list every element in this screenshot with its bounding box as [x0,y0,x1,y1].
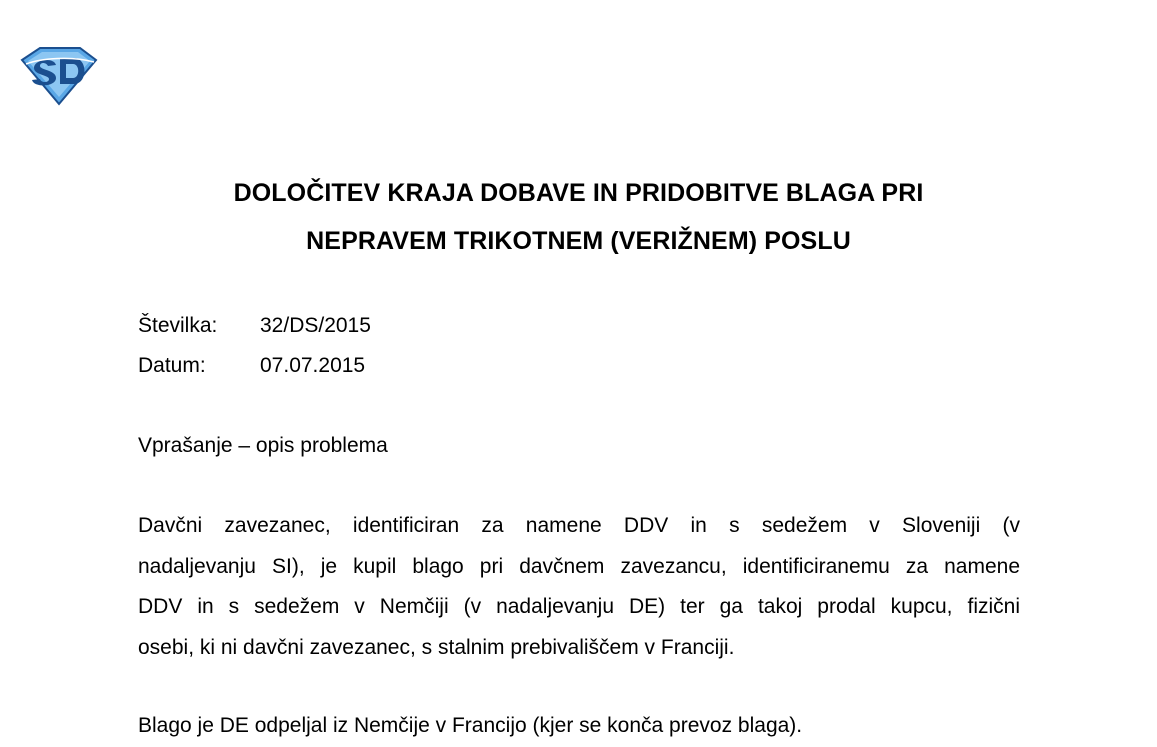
paragraph-1 [138,506,1020,668]
page-title-line-1: DOLOČITEV KRAJA DOBAVE IN PRIDOBITVE BLAGA PRI [233,179,924,207]
paragraph-line: DDV in s sedežem v Nemčiji (v nadaljevanju DE) ter ga takoj prodal kupcu, fizični [138,595,1020,618]
paragraph-line: nadaljevanju SI), je kupil blago pri davčnem zavezancu, identificiranemu za namene [138,554,1020,578]
number-label: Številka: [138,314,218,337]
date-row [138,353,365,379]
logo-icon [20,46,98,106]
paragraph-2 [138,706,1020,747]
number-value: 32/DS/2015 [260,314,371,337]
date-value: 07.07.2015 [260,354,366,377]
paragraph-line: osebi, ki ni davčni zavezanec, s stalnim prebivališčem v Franciji. [138,635,735,659]
paragraph-line: Blago je DE odpeljal iz Nemčije v Francijo (kjer se konča prevoz blaga). [138,714,803,737]
page-title-line-2: NEPRAVEM TRIKOTNEM (VERIŽNEM) POSLU [306,227,851,255]
date-label: Datum: [138,354,206,377]
number-row [138,313,371,339]
paragraph-line: Davčni zavezanec, identificiran za namene DDV in s sedežem v Sloveniji (v [138,514,1020,537]
section-heading: Vprašanje – opis problema [138,434,388,457]
